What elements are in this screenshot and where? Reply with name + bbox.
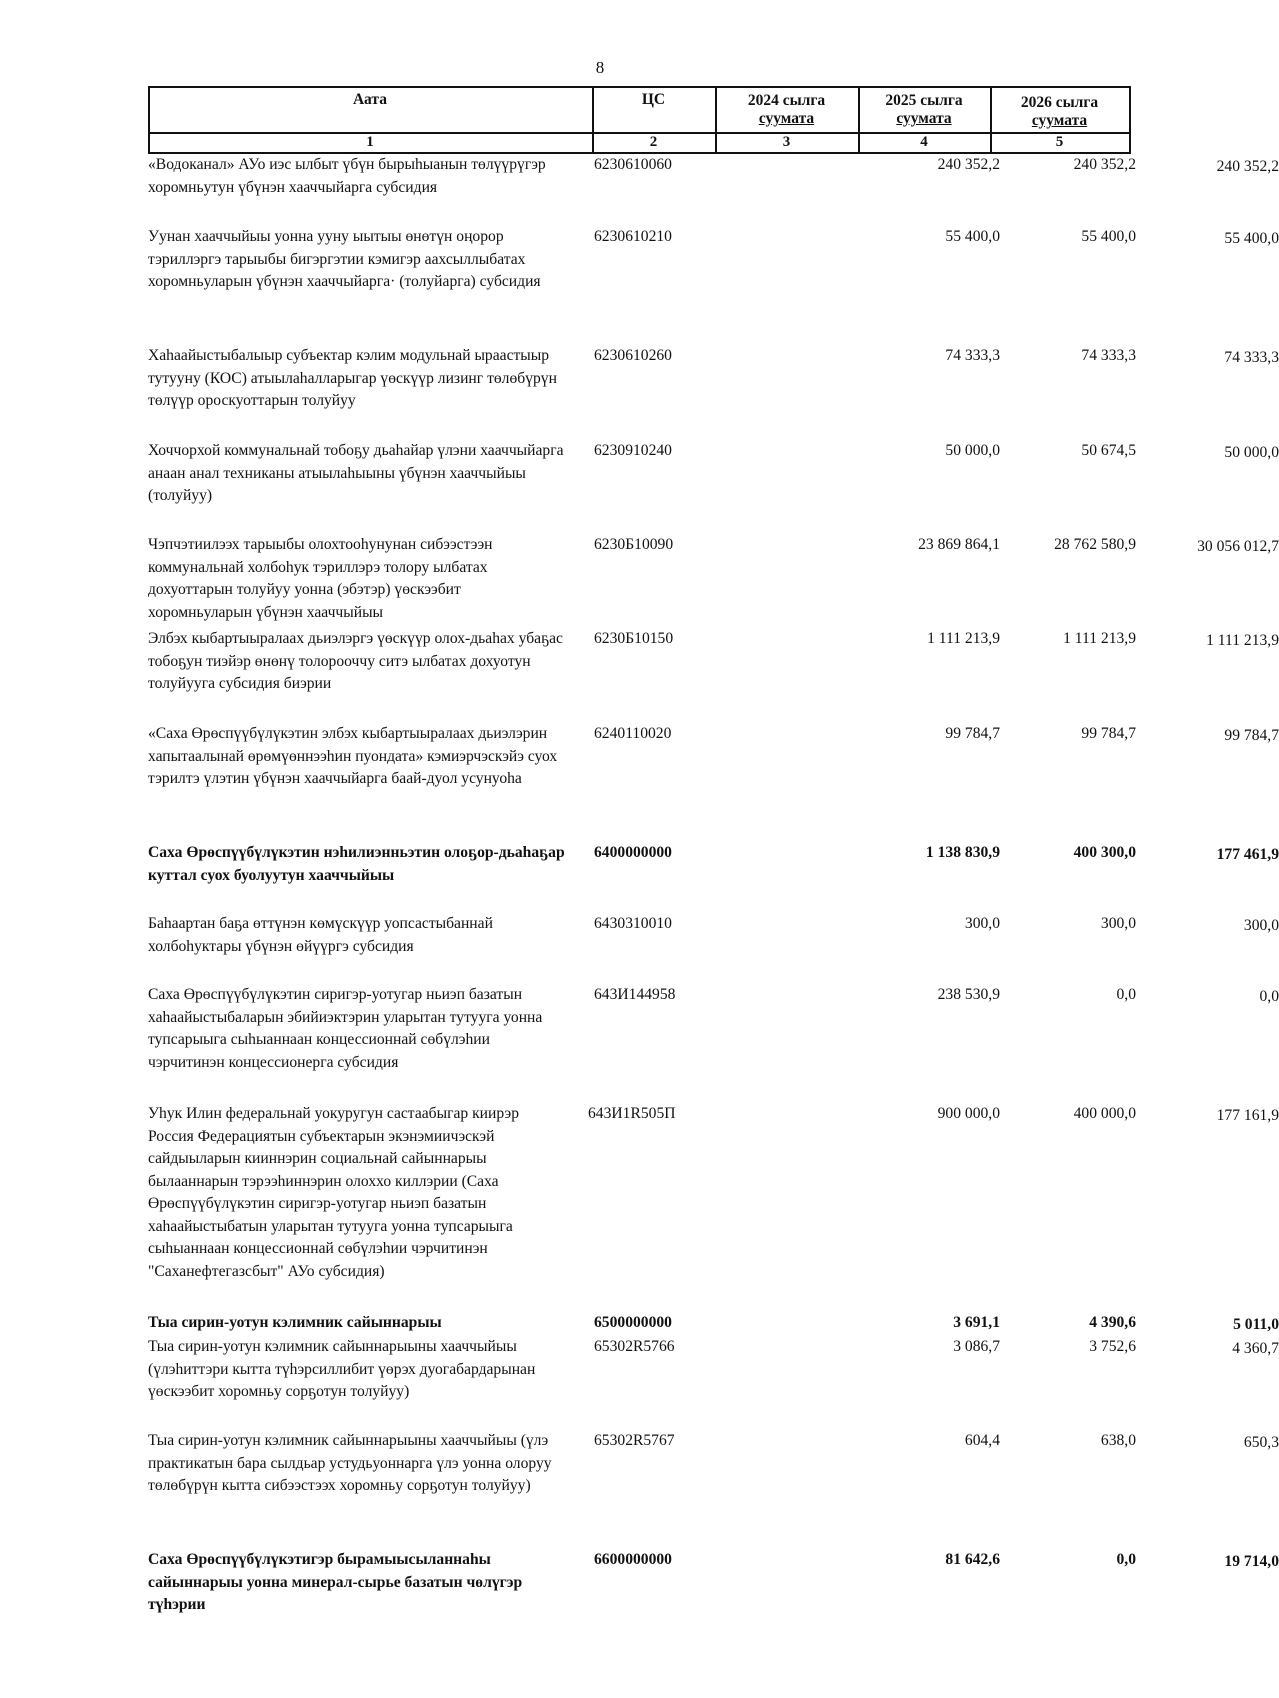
row-code: 6230610210 [594,228,672,245]
col-num-2: 2 [649,134,658,150]
row-value-2026: 650,3 [1243,1434,1279,1451]
row-name: Уһук Илин федеральнай уокуругун састаабыгар киирэр Россия Федерациятын субъектарын экэнэмиичэскэй сайдыыларын кииннэрин социальнай сайыннарыы былааннарын тэрээһиннэрин олоххо киллэрии (Саха Өрөспүүбүлүкэтин сиригэр-уотугар ньиэп базатын хаһаайыстыбатын уларытан тутууга уонна тупсарыыга сыһыаннаан концессионнай сөбүлэһии чэрчитинэн "Саханефтегазсбыт" АУо субсидия) [148,1105,520,1280]
row-name: Тыа сирин-уотун кэлимник сайыннарыыны хааччыйыы (үлэ практикатын бара сылдьар устудьуоннарга үлэ уонна олоруу төлөбүрүн кытта сибээстээх хоромньу сорҕотун толуйуу) [148,1432,552,1494]
row-name: Саха Өрөспүүбүлүкэтин нэһилиэнньэтин олоҕор-дьаһаҕар куттал суох буолуутун хааччыйыы [148,844,565,884]
row-value-2025: 400 300,0 [1073,844,1136,861]
row-value-2026: 4 360,7 [1232,1340,1279,1357]
row-value-2026: 19 714,0 [1224,1553,1279,1570]
col-num-1: 1 [366,134,374,150]
row-value-2025: 400 000,0 [1073,1105,1136,1122]
row-value-2024: 3 086,7 [953,1338,1000,1355]
row-value-2024: 240 352,2 [937,156,1000,173]
header-2024: 2024 сылга суумата [747,92,826,127]
row-value-2026: 99 784,7 [1224,727,1279,744]
row-value-2025: 4 390,6 [1089,1314,1136,1331]
row-value-2026: 177 161,9 [1216,1107,1279,1124]
row-value-2024: 74 333,3 [945,347,1000,364]
row-name: Саха Өрөспүүбүлүкэтигэр бырамыысыланнаһы сайыннарыы уонна минерал-сырье базатын чөлүгэр түһэрии [148,1551,523,1613]
row-value-2025: 300,0 [1100,915,1136,932]
row-value-2024: 23 869 864,1 [918,536,1000,553]
row-value-2026: 55 400,0 [1224,230,1279,247]
row-value-2025: 74 333,3 [1081,347,1136,364]
row-value-2026: 30 056 012,7 [1197,538,1279,555]
row-value-2026: 74 333,3 [1224,349,1279,366]
row-code: 65302R5766 [594,1338,675,1355]
row-code: 6500000000 [594,1314,672,1331]
header-name: Аата [353,91,387,108]
col-num-5: 5 [1055,134,1064,150]
row-code: 6430310010 [594,915,672,932]
header-code: ЦС [641,91,666,108]
row-value-2024: 900 000,0 [937,1105,1000,1122]
col-num-4: 4 [920,134,928,150]
row-code: 6230610060 [594,156,672,173]
row-name: Элбэх кыбартыыралаах дьиэлэргэ үөскүүр олох-дьаһах убаҕас тобоҕун тиэйэр өнөнү толорооччу ситэ ылбатах дохуотун толуйууга субсидия биэрии [148,630,563,692]
header-2026: 2026 сылга суумата [1020,94,1099,129]
row-value-2024: 55 400,0 [945,228,1000,245]
row-code: 6230610260 [594,347,672,364]
row-value-2025: 50 674,5 [1081,442,1136,459]
row-value-2024: 50 000,0 [945,442,1000,459]
row-value-2025: 3 752,6 [1089,1338,1136,1355]
row-code: 6600000000 [594,1551,672,1568]
row-name: «Саха Өрөспүүбүлүкэтин элбэх кыбартыыралаах дьиэлэрин хапытаалынай өрөмүөннээһин пуондата» кэмиэрчэскэйэ суох тэрилтэ үлэтин үбүнэн хааччыйарга баай-дуол усунуоһа [148,725,558,787]
row-value-2025: 28 762 580,9 [1054,536,1136,553]
row-code: 643И144958 [594,986,676,1003]
row-value-2026: 240 352,2 [1216,158,1279,175]
row-value-2026: 177 461,9 [1216,846,1279,863]
row-value-2024: 604,4 [964,1432,1000,1449]
row-name: Баһаартан баҕа өттүнэн көмүскүүр уопсастыбаннай холбоһуктары үбүнэн өйүүргэ субсидия [148,915,493,955]
row-value-2025: 638,0 [1100,1432,1136,1449]
row-value-2024: 238 530,9 [937,986,1000,1003]
row-name: Тыа сирин-уотун кэлимник сайыннарыыны хааччыйыы (үлэһиттэри кытта түһэрсиллибит үөрэх дуогабардарынан үөскээбит хоромньу сорҕотун толуйуу) [148,1338,536,1400]
row-value-2025: 1 111 213,9 [1063,630,1136,647]
row-name: Тыа сирин-уотун кэлимник сайыннарыы [148,1314,442,1331]
row-value-2024: 3 691,1 [953,1314,1000,1331]
row-value-2025: 0,0 [1116,1551,1136,1568]
row-name: Хаһаайыстыбалыыр субъектар кэлим модульнай ыраастыыр тутууну (КОС) атыылаһалларыгар үөскүүр лизинг төлөбүрүн төлүүр ороскуоттарын толуйуу [148,347,557,409]
row-value-2026: 5 011,0 [1233,1316,1279,1333]
row-value-2024: 1 111 213,9 [927,630,1000,647]
row-code: 6230Б10150 [594,630,674,647]
row-value-2026: 1 111 213,9 [1206,632,1279,649]
row-name: Чэпчэтиилээх тарыыбы олохтооһунунан сибээстээн коммунальнай холбоһук тэриллэрэ толору ылбатах дохуоттарын толуйуу уонна (эбэтэр) үөскээбит хоромньуларын үбүнэн хааччыйыы [148,536,493,621]
row-value-2026: 300,0 [1243,917,1279,934]
row-name: Хоччорхой коммунальнай тобоҕу дьаһайар үлэни хааччыйарга анаан анал техниканы атыылаһыыны үбүнэн хааччыйыы (толуйуу) [148,442,564,504]
row-value-2024: 300,0 [964,915,1000,932]
row-value-2024: 99 784,7 [945,725,1000,742]
row-value-2025: 0,0 [1116,986,1136,1003]
header-2025: 2025 сылга суумата [885,92,963,127]
row-code: 6400000000 [594,844,672,861]
row-code: 6230910240 [594,442,672,459]
row-name: Уунан хааччыйыы уонна ууну ыытыы өнөтүн оңорор тэриллэргэ тарыыбы бигэргэтии кэмигэр аахсыллыбатах хоромньуларын үбүнэн хааччыйарга· (толуйарга) субсидия [148,228,541,290]
row-value-2025: 99 784,7 [1081,725,1136,742]
row-value-2026: 50 000,0 [1224,444,1279,461]
row-value-2024: 1 138 830,9 [925,844,1000,861]
col-num-3: 3 [782,134,791,150]
row-value-2026: 0,0 [1259,988,1279,1005]
page-number: 8 [595,58,605,77]
row-value-2025: 55 400,0 [1081,228,1136,245]
row-code: 65302R5767 [594,1432,675,1449]
row-name: Саха Өрөспүүбүлүкэтин сиригэр-уотугар ньиэп базатын хаһаайыстыбаларын эбийиэктэрин уларытан тутууга уонна тупсарыыга сыһыаннаан концессионнай сөбүлэһии чэрчитинэн концессионерга субсидия [148,986,543,1071]
row-code: 643И1R505П [588,1105,676,1122]
row-value-2025: 240 352,2 [1073,156,1136,173]
table-header [148,86,1131,154]
row-code: 6240110020 [594,725,672,742]
row-code: 6230Б10090 [594,536,674,553]
row-value-2024: 81 642,6 [945,1551,1000,1568]
row-name: «Водоканал» АУо иэс ылбыт үбүн бырыһыанын төлүүрүгэр хоромньутун үбүнэн хааччыйарга субсидия [148,156,546,196]
